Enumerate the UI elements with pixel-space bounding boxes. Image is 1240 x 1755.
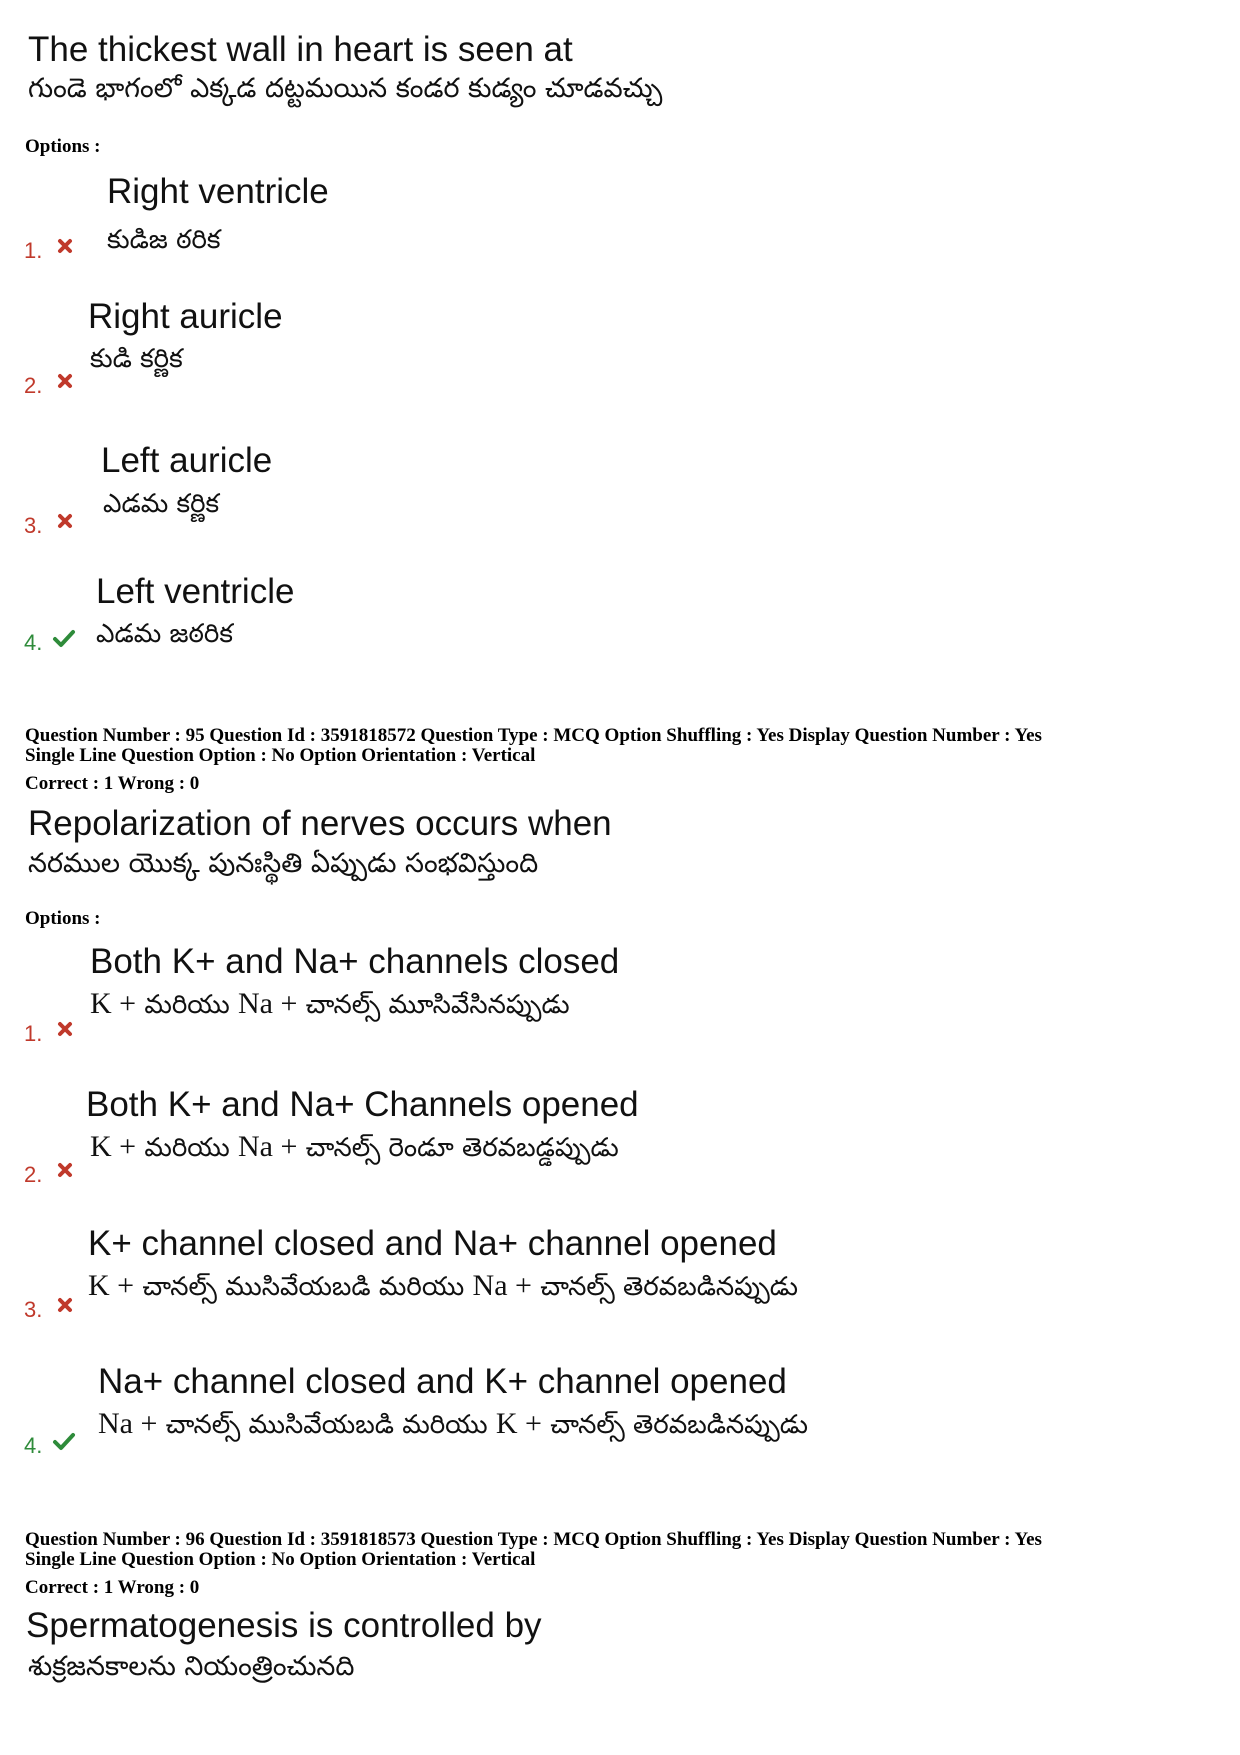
- option-text-english: Na+ channel closed and K+ channel opened: [98, 1362, 787, 1401]
- option-number: 4.: [24, 1433, 43, 1458]
- option-text-english: Right ventricle: [107, 172, 329, 211]
- option-number: 4.: [24, 630, 43, 655]
- question-meta-line: Question Number : 95 Question Id : 3591818572 Question Type : MCQ Option Shuffling : Yes Display Question Number : Yes: [25, 725, 1042, 746]
- question-meta-line: Single Line Question Option : No Option Orientation : Vertical: [25, 745, 536, 766]
- option-text-telugu: K + చానల్స్ ముసివేయబడి మరియు Na + చానల్స్ తెరవబడినప్పుడు: [88, 1269, 799, 1302]
- question-text-telugu: గుండె భాగంలో ఎక్కడ దట్టమయిన కండర కుడ్యం చూడవచ్చు: [28, 73, 663, 104]
- option-text-english: Left auricle: [101, 441, 273, 480]
- option-number: 1.: [24, 238, 43, 263]
- option-text-telugu: కుడిజ ఠరిక: [107, 225, 221, 255]
- question-text-telugu: నరముల యొక్క పునఃస్థితి ఏప్పుడు సంభవిస్తుంది: [28, 848, 539, 879]
- options-label: Options :: [25, 908, 101, 929]
- option-text-english: Both K+ and Na+ Channels opened: [86, 1085, 639, 1124]
- check-icon: [52, 1431, 76, 1451]
- option-number: 1.: [24, 1021, 43, 1046]
- option-number: 3.: [24, 513, 43, 538]
- question-meta-line: Question Number : 96 Question Id : 3591818573 Question Type : MCQ Option Shuffling : Yes Display Question Number : Yes: [25, 1529, 1042, 1550]
- marks-info: Correct : 1 Wrong : 0: [25, 1577, 200, 1598]
- question-meta-line: Single Line Question Option : No Option Orientation : Vertical: [25, 1549, 536, 1570]
- option-text-telugu: K + మరియు Na + చానల్స్ మూసివేసినప్పుడు: [90, 987, 570, 1020]
- cross-icon: [55, 371, 75, 391]
- cross-icon: [55, 1295, 75, 1315]
- option-number: 3.: [24, 1297, 43, 1322]
- option-text-english: Right auricle: [88, 297, 283, 336]
- option-text-english: K+ channel closed and Na+ channel opened: [88, 1224, 777, 1263]
- option-text-telugu: K + మరియు Na + చానల్స్ రెండూ తెరవబడ్డప్పుడు: [90, 1130, 619, 1163]
- option-number: 2.: [24, 373, 43, 398]
- question-text-english: Repolarization of nerves occurs when: [28, 804, 612, 843]
- option-text-english: Left ventricle: [96, 572, 295, 611]
- option-text-telugu: ఎడమ జఠరిక: [96, 619, 233, 649]
- cross-icon: [55, 1019, 75, 1039]
- option-text-telugu: కుడి కర్ణిక: [90, 344, 183, 374]
- cross-icon: [55, 1160, 75, 1180]
- question-text-english: Spermatogenesis is controlled by: [26, 1606, 542, 1645]
- option-text-telugu: ఎడమ కర్ణిక: [103, 489, 220, 519]
- check-icon: [52, 628, 76, 648]
- question-text-telugu: శుక్రజనకాలను నియంత్రించునది: [28, 1651, 355, 1682]
- option-text-english: Both K+ and Na+ channels closed: [90, 942, 620, 981]
- marks-info: Correct : 1 Wrong : 0: [25, 773, 200, 794]
- options-label: Options :: [25, 136, 101, 157]
- option-text-telugu: Na + చానల్స్ ముసివేయబడి మరియు K + చానల్స్ తెరవబడినప్పుడు: [98, 1407, 809, 1440]
- cross-icon: [55, 511, 75, 531]
- cross-icon: [55, 236, 75, 256]
- question-text-english: The thickest wall in heart is seen at: [28, 30, 573, 69]
- option-number: 2.: [24, 1162, 43, 1187]
